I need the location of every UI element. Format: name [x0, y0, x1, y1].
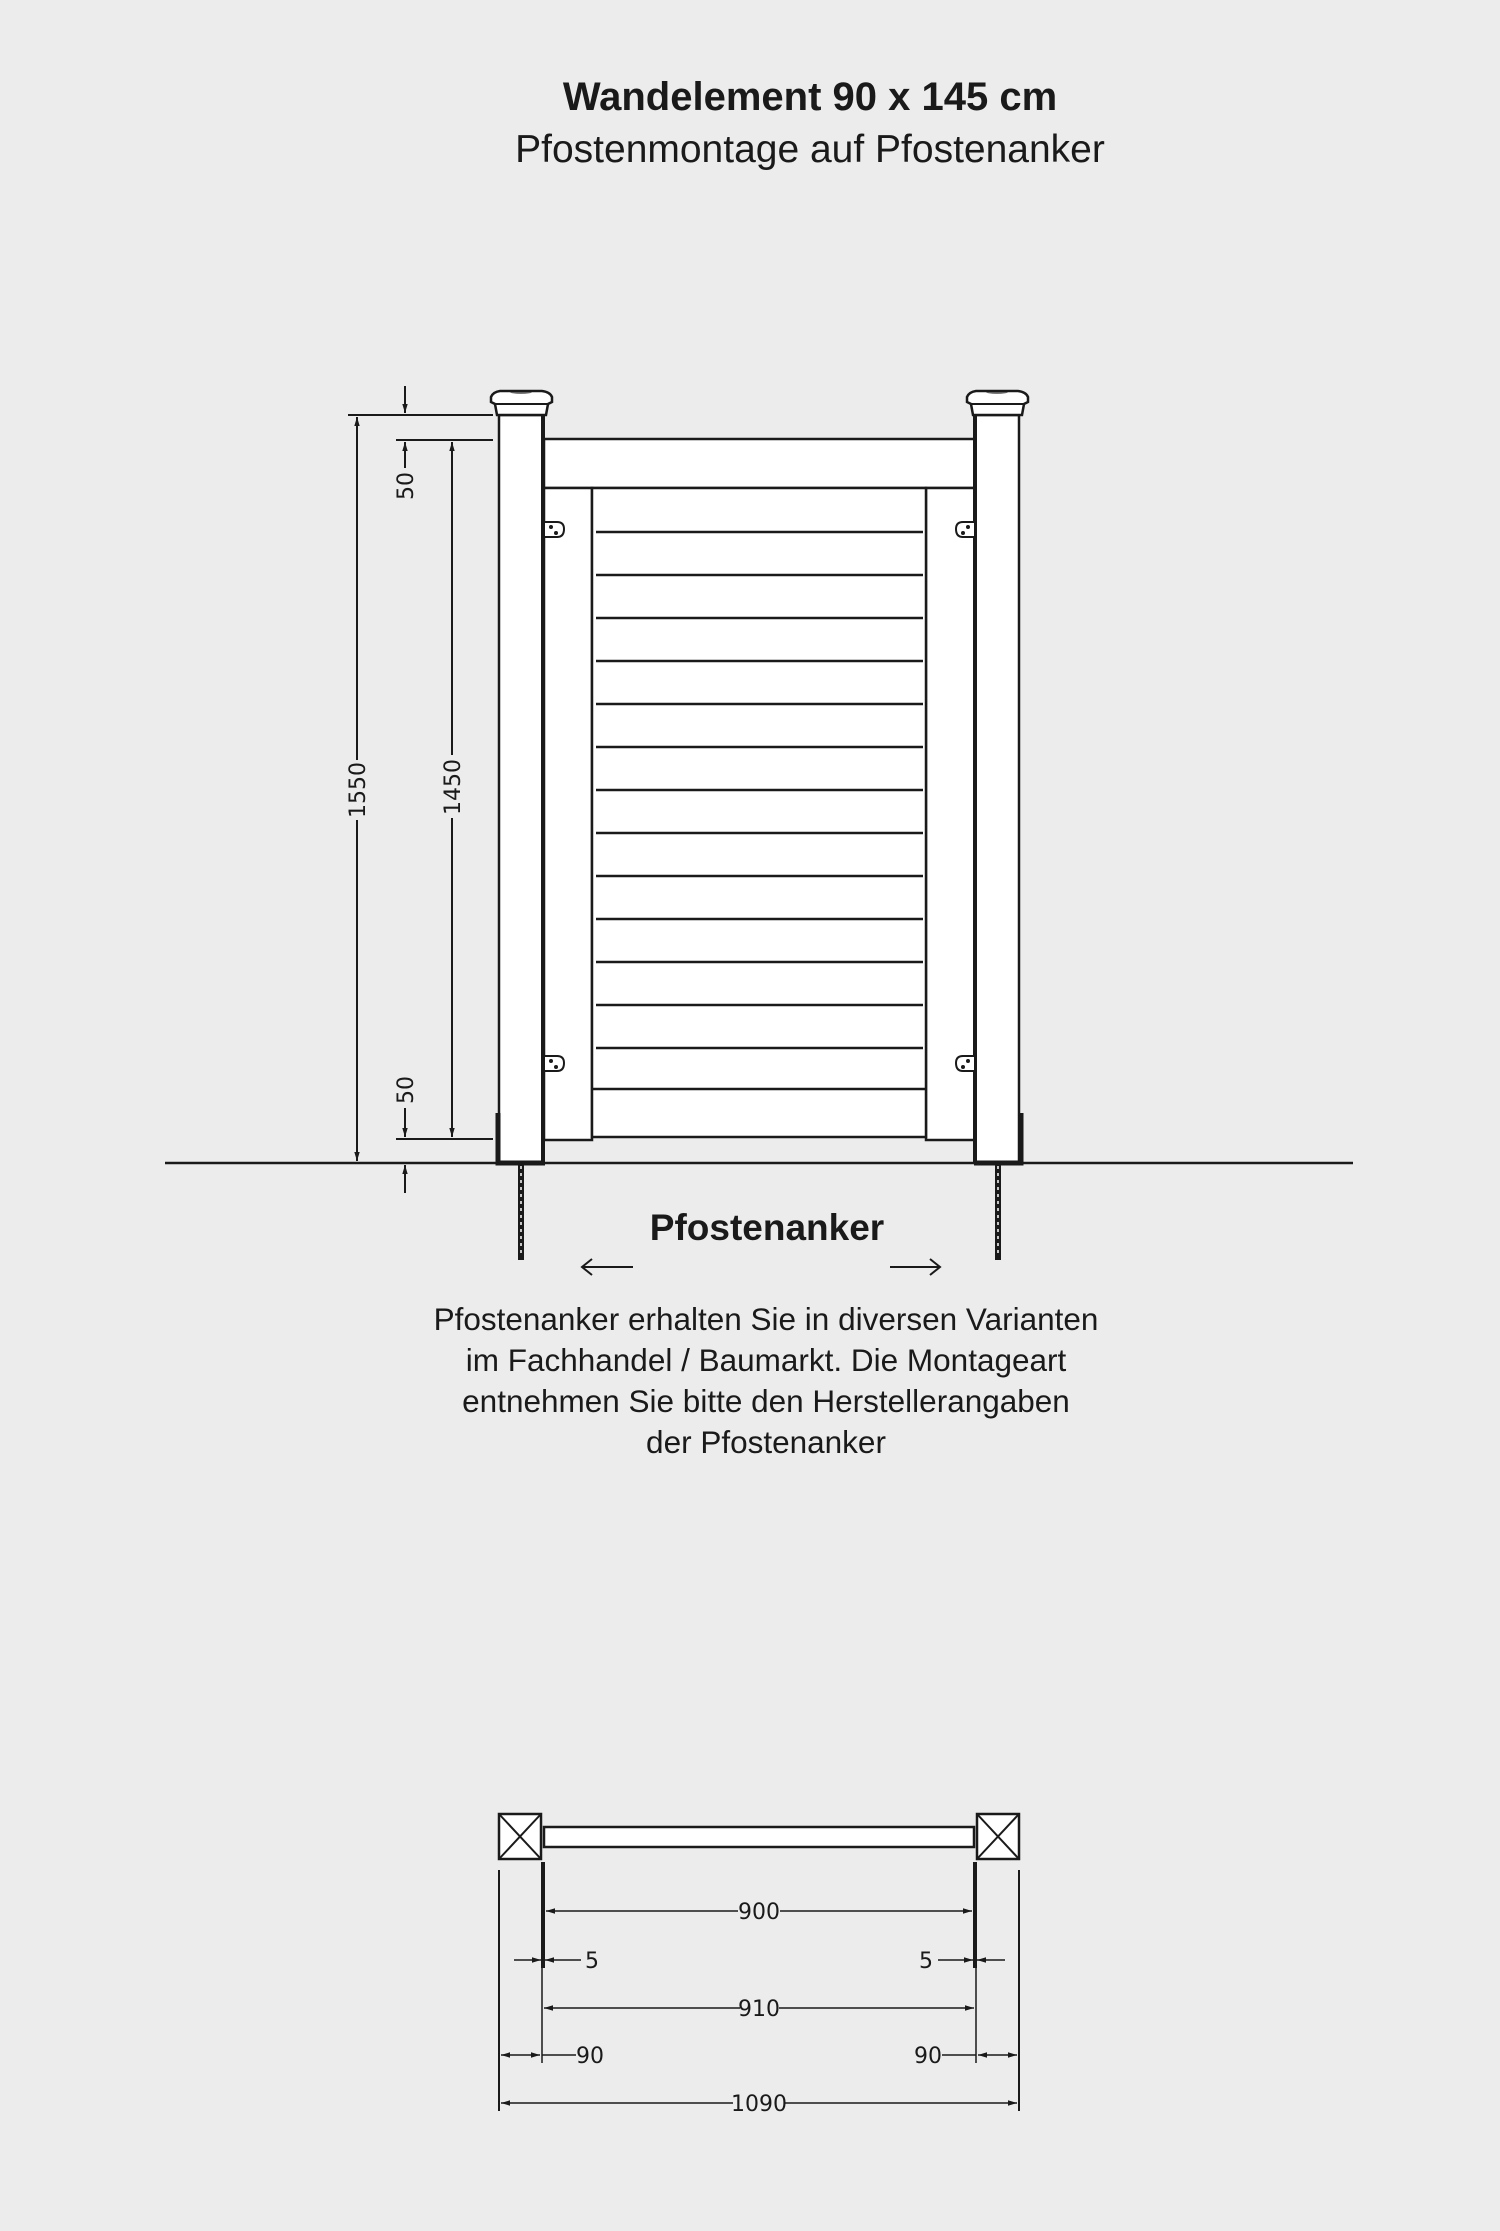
note-line: der Pfostenanker: [646, 1424, 886, 1460]
dimension-bottom-gap: 50: [394, 1076, 419, 1104]
left-stile: [544, 488, 592, 1140]
note-line: im Fachhandel / Baumarkt. Die Montageart: [465, 1342, 1067, 1378]
dimension-top-gap: 50: [394, 472, 419, 500]
right-post-body: [975, 415, 1019, 1163]
dimension-gap-right: 5: [919, 1949, 933, 1974]
dimension-gap-left: 5: [585, 1949, 599, 1974]
hinge-icon: [544, 1056, 564, 1071]
note-line: entnehmen Sie bitte den Herstellerangaben: [462, 1383, 1070, 1419]
vertical-dimensions: [346, 386, 493, 1193]
hinge-icon: [956, 1056, 975, 1071]
left-post-body: [499, 415, 543, 1163]
dimension-clear-width: 910: [738, 1997, 780, 2022]
dimension-total-height: 1550: [346, 762, 371, 818]
dimension-overall-width: 1090: [731, 2092, 787, 2117]
dimension-post-left: 90: [576, 2044, 604, 2069]
anchor-label: Pfostenanker: [649, 1207, 885, 1248]
hinge-icon: [544, 522, 564, 537]
dimension-panel-width: 900: [738, 1900, 780, 1925]
plan-panel: [544, 1827, 974, 1847]
page-subtitle: Pfostenmontage auf Pfostenanker: [515, 128, 1105, 171]
note-paragraph: [434, 1301, 1099, 1460]
elevation-view: [165, 386, 1353, 1460]
plan-view: [499, 1814, 1019, 2117]
page-title: Wandelement 90 x 145 cm: [562, 75, 1058, 119]
right-stile: [926, 488, 975, 1140]
plan-post-right: [977, 1814, 1019, 1859]
hinge-icon: [956, 522, 975, 537]
dimension-post-right: 90: [914, 2044, 942, 2069]
fence-panel: [544, 439, 975, 1140]
top-rail: [544, 439, 975, 488]
plan-post-left: [499, 1814, 541, 1859]
note-line: Pfostenanker erhalten Sie in diversen Varianten: [433, 1301, 1099, 1337]
header: [515, 75, 1105, 171]
dimension-panel-height: 1450: [441, 759, 466, 815]
center-infill: [592, 488, 926, 1137]
